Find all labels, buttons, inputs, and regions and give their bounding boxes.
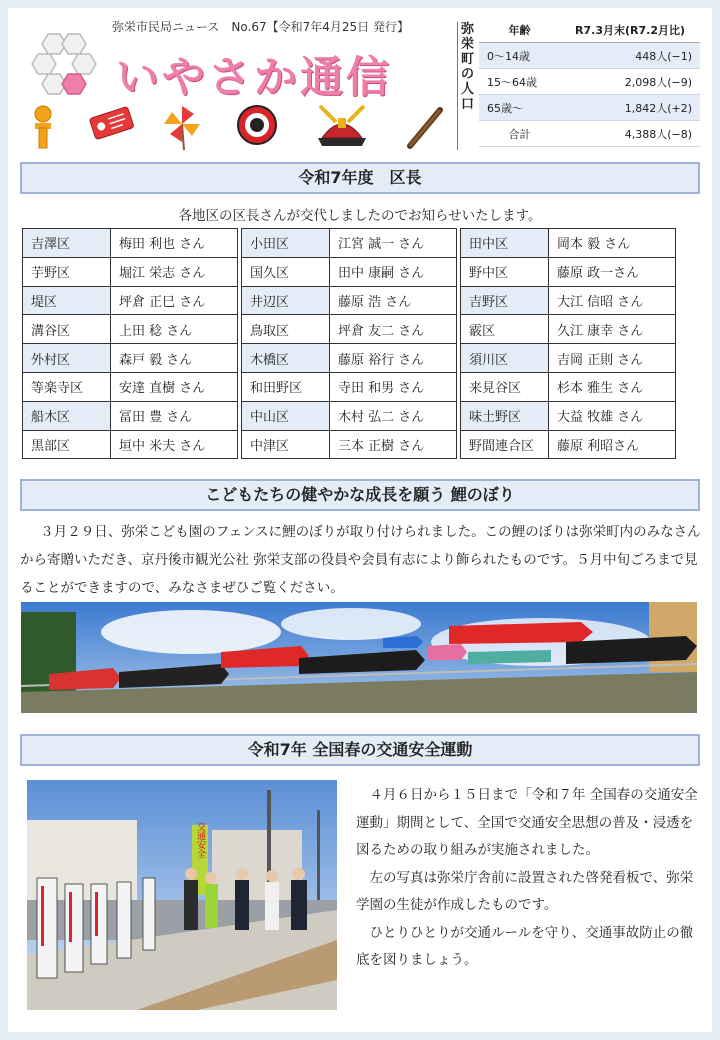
ward-name: 来見谷区: [461, 372, 549, 401]
ward-chiefs-intro: 各地区の区長さんが交代しましたのでお知らせいたします。: [178, 208, 542, 224]
section-heading-traffic-safety: 令和7年 全国春の交通安全運動: [20, 734, 700, 766]
ward-name: 須川区: [461, 344, 549, 373]
ward-chief-name: 堀江 栄志 さん: [111, 257, 238, 286]
ward-name: 中山区: [242, 401, 330, 430]
ward-name: 堤区: [23, 286, 111, 315]
traffic-paragraph-3: ひとりひとりが交通ルールを守り、交通事故防止の徹底を図りましょう。: [356, 924, 694, 968]
issue-subtitle: 弥栄市民局ニュース No.67【令和7年4月25日 発行】: [112, 20, 409, 34]
ward-name: 吉野区: [461, 286, 549, 315]
ward-chief-name: 藤原 利昭さん: [549, 430, 676, 459]
koinobori-paragraph: ３月２９日、弥栄こども園のフェンスに鯉のぼりが取り付けられました。この鯉のぼりは弥栄町内のみなさんから寄贈いただき、京丹後市観光公社 弥栄支部の役員や会員有志により飾られたものです。５月中旬ごろまで見ることができますので、みなさまぜひご覧ください。: [20, 524, 701, 596]
section-heading-ward-chiefs: 令和7年度 区長: [20, 162, 700, 194]
ward-chief-name: 大益 牧雄 さん: [549, 401, 676, 430]
koinobori-ticket-icon: [88, 104, 136, 144]
table-row: [23, 344, 676, 373]
ward-chief-name: 上田 稔 さん: [111, 315, 238, 344]
ward-chief-name: 梅田 利也 さん: [111, 229, 238, 258]
table-row: [23, 401, 676, 430]
pop-age: 合計: [479, 121, 560, 147]
table-row: [23, 430, 676, 459]
ward-chief-name: 藤原 浩 さん: [330, 286, 457, 315]
ward-chief-name: 田中 康嗣 さん: [330, 257, 457, 286]
header-icons: [22, 104, 452, 150]
ward-name: 井辺区: [242, 286, 330, 315]
ward-name: 溝谷区: [23, 315, 111, 344]
traffic-paragraph-2: 左の写真は弥栄庁舎前に設置された啓発看板で、弥栄学園の生徒が作成したものです。: [356, 869, 694, 913]
table-row: [479, 69, 700, 95]
ward-chief-name: 久江 康幸 さん: [549, 315, 676, 344]
ward-name: 船木区: [23, 401, 111, 430]
traffic-safety-text: [356, 782, 700, 975]
ward-chief-name: 坪倉 友二 さん: [330, 315, 457, 344]
ward-chief-name: 安達 直樹 さん: [111, 372, 238, 401]
ward-name: 国久区: [242, 257, 330, 286]
kabuto-helmet-icon: [314, 104, 370, 148]
ward-chief-name: 坪倉 正巳 さん: [111, 286, 238, 315]
ward-name: 吉澤区: [23, 229, 111, 258]
pop-count: 4,388人(−8): [560, 121, 700, 147]
table-row: [479, 121, 700, 147]
flute-icon: [406, 104, 446, 150]
table-row: [479, 95, 700, 121]
ward-name: 和田野区: [242, 372, 330, 401]
ward-chief-name: 木村 弘二 さん: [330, 401, 457, 430]
hexagon-logo-icon: [28, 32, 98, 98]
ward-chief-name: 大江 信昭 さん: [549, 286, 676, 315]
ward-name: 小田区: [242, 229, 330, 258]
crest-icon: [236, 104, 278, 146]
ward-name: 木橋区: [242, 344, 330, 373]
ward-chief-name: 藤原 政一さん: [549, 257, 676, 286]
ward-chief-name: 江宮 誠一 さん: [330, 229, 457, 258]
table-row: [23, 315, 676, 344]
ward-chief-name: 垣中 米夫 さん: [111, 430, 238, 459]
pop-count: 448人(−1): [560, 43, 700, 69]
population-table: [479, 18, 700, 147]
table-row: [23, 372, 676, 401]
table-row: [479, 43, 700, 69]
ward-name: 等楽寺区: [23, 372, 111, 401]
traffic-paragraph-1: ４月６日から１５日まで「令和７年 全国春の交通安全運動」期間として、全国で交通安全思想の普及・浸透を図るための取り組みが実施されました。: [356, 787, 698, 858]
population-side-label: 弥栄町の人口: [457, 22, 477, 150]
ward-name: 鳥取区: [242, 315, 330, 344]
ward-chiefs-table: [22, 228, 676, 459]
pop-age: 15〜64歳: [479, 69, 560, 95]
pop-header-age: 年齢: [479, 18, 560, 43]
ward-chief-name: 岡本 毅 さん: [549, 229, 676, 258]
table-row: [23, 257, 676, 286]
ward-chief-name: 吉岡 正則 さん: [549, 344, 676, 373]
ward-name: 芋野区: [23, 257, 111, 286]
pop-age: 65歳〜: [479, 95, 560, 121]
ward-chief-name: 杉本 雅生 さん: [549, 372, 676, 401]
section-heading-koinobori: こどもたちの健やかな成長を願う 鯉のぼり: [20, 479, 700, 511]
ward-name: 野間連合区: [461, 430, 549, 459]
pop-header-count: R7.3月末(R7.2月比): [560, 18, 700, 43]
traffic-safety-photo: [27, 780, 337, 1010]
newsletter-title: いやさか通信: [116, 53, 392, 103]
pop-age: 0〜14歳: [479, 43, 560, 69]
ward-chief-name: 三本 正樹 さん: [330, 430, 457, 459]
table-row: [23, 286, 676, 315]
ward-chief-name: 森戸 毅 さん: [111, 344, 238, 373]
ward-chief-name: 藤原 裕行 さん: [330, 344, 457, 373]
ward-name: 黒部区: [23, 430, 111, 459]
pop-count: 1,842人(+2): [560, 95, 700, 121]
table-row: [23, 229, 676, 258]
banner-text: 交通安全: [195, 822, 205, 858]
ward-name: 味土野区: [461, 401, 549, 430]
ward-name: 野中区: [461, 257, 549, 286]
koinobori-photo: [21, 602, 697, 713]
ward-name: 中津区: [242, 430, 330, 459]
ward-name: 外村区: [23, 344, 111, 373]
ward-name: 霰区: [461, 315, 549, 344]
doll-icon: [30, 104, 56, 150]
pinwheel-icon: [162, 104, 202, 150]
ward-name: 田中区: [461, 229, 549, 258]
ward-chief-name: 寺田 和男 さん: [330, 372, 457, 401]
ward-chief-name: 冨田 豊 さん: [111, 401, 238, 430]
pop-count: 2,098人(−9): [560, 69, 700, 95]
